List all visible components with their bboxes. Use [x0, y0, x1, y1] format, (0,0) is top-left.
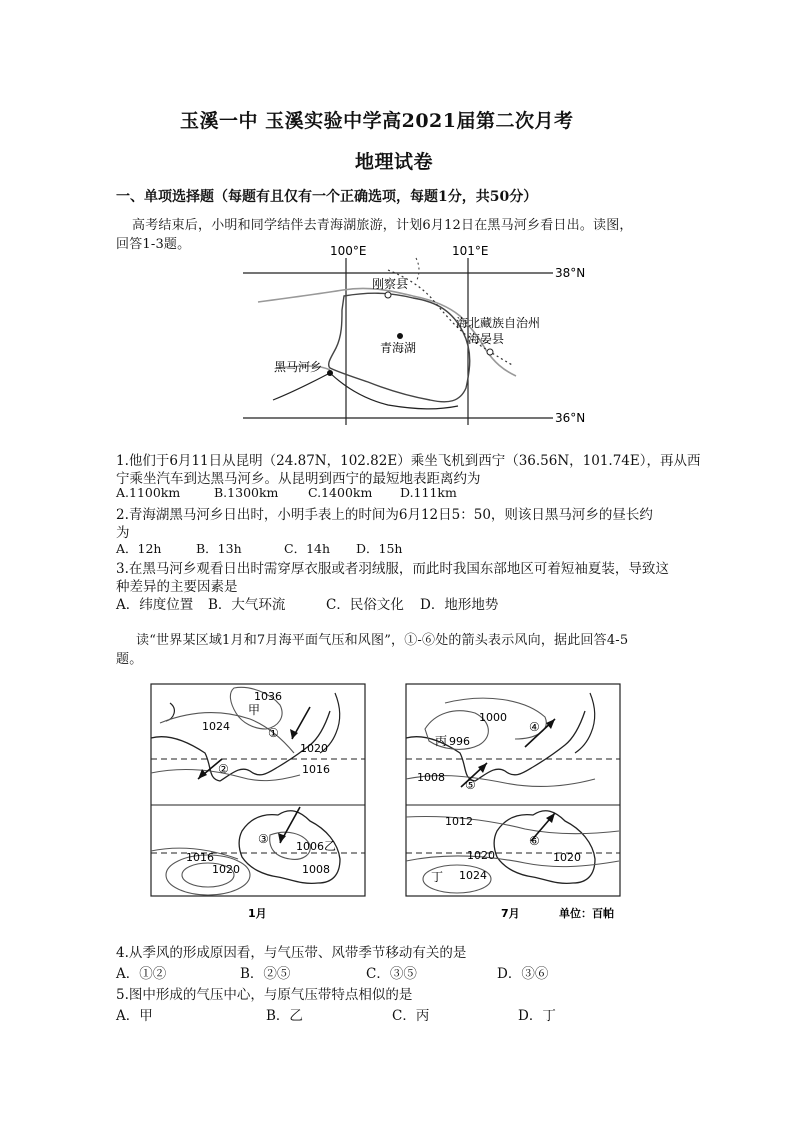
q3-option-d: D．地形地势: [420, 597, 499, 613]
q5-option-c: C．丙: [392, 1008, 430, 1024]
jul-label-1012: 1012: [445, 815, 473, 828]
jul-arrow-label-6: ⑥: [529, 834, 540, 848]
q3-option-b: B．大气环流: [208, 597, 286, 613]
jul-label-1020: 1020: [467, 849, 495, 862]
jul-label-996: 996: [449, 735, 470, 748]
q2-option-d: D．15h: [356, 541, 403, 556]
intro2-line2: 题。: [116, 652, 143, 667]
q5-line: 5.图中形成的气压中心，与原气压带特点相似的是: [116, 987, 413, 1003]
q3-option-a: A．纬度位置: [116, 597, 194, 613]
q2-option-b: B．13h: [196, 541, 242, 556]
gangcha-marker: [385, 292, 391, 298]
q1-option-b: B.1300km: [214, 485, 279, 500]
jul-center-bing: 丙: [435, 734, 448, 748]
q4-option-d: D．③⑥: [497, 966, 549, 982]
jan-label-1024: 1024: [202, 720, 230, 733]
road-south: [273, 373, 458, 409]
q4-option-c: C．③⑤: [366, 966, 417, 982]
q1-option-c: C.1400km: [308, 485, 373, 500]
q4-line: 4.从季风的形成原因看，与气压带、风带季节移动有关的是: [116, 945, 467, 961]
intro1-line1: 高考结束后，小明和同学结伴去青海湖旅游，计划6月12日在黑马河乡看日出。读图，: [132, 218, 633, 233]
jan-label-1020-south: 1020: [212, 863, 240, 876]
q3-option-c: C．民俗文化: [326, 597, 404, 613]
jul-arrow-label-4: ④: [529, 720, 540, 734]
jul-label-1024: 1024: [459, 869, 487, 882]
jan-arrow-label-2: ②: [218, 762, 229, 776]
boundary-line: [416, 258, 419, 282]
july-pressure-map: [405, 683, 627, 923]
q1-line1: 1.他们于6月11日从昆明（24.87N，102.82E）乘坐飞机到西宁（36.56N，101.74E），再从西: [116, 453, 701, 469]
heimahe-label: 黑马河乡: [274, 360, 323, 374]
jan-label-1006: 1006: [296, 840, 324, 853]
q3-line2: 种差异的主要因素是: [116, 579, 238, 595]
q3-line1: 3.在黑马河乡观看日出时需穿厚衣服或者羽绒服，而此时我国东部地区可着短袖夏装，导致这: [116, 561, 669, 577]
haiyan-marker: [487, 349, 493, 355]
lake-label: 青海湖: [380, 341, 417, 355]
jul-label-1008: 1008: [417, 771, 445, 784]
q5-option-a: A．甲: [116, 1008, 153, 1024]
jul-arrow-label-5: ⑤: [465, 778, 476, 792]
lon-101-label: 101°E: [452, 244, 489, 258]
q1-line2: 宁乘坐汽车到达黑马河乡。从昆明到西宁的最短地表距离约为: [116, 471, 481, 487]
q2-option-c: C．14h: [284, 541, 331, 556]
jul-center-ding: 丁: [431, 870, 444, 884]
q2-line2: 为: [116, 525, 130, 541]
lat-36-label: 36°N: [555, 411, 586, 425]
q1-option-d: D.111km: [400, 485, 457, 500]
jan-caption: 1月: [248, 907, 267, 920]
heimahe-marker: [327, 370, 333, 376]
q5-option-b: B．乙: [266, 1008, 303, 1024]
january-pressure-map: [150, 683, 366, 923]
jan-label-1016: 1016: [302, 763, 330, 776]
jul-unit-label: 单位：百帕: [559, 907, 614, 920]
intro1-line2: 回答1-3题。: [116, 237, 191, 252]
lake-center-marker: [397, 333, 403, 339]
jan-label-1036: 1036: [254, 690, 282, 703]
qinghai-lake-map: [238, 240, 588, 430]
jul-label-1020-east: 1020: [553, 851, 581, 864]
section-heading: 一、单项选择题（每题有且仅有一个正确选项，每题1分，共50分）: [116, 189, 538, 205]
haiyan-label: 海晏县: [468, 332, 505, 346]
q4-option-b: B．②⑤: [240, 966, 291, 982]
q5-option-d: D．丁: [518, 1008, 556, 1024]
jul-label-1000: 1000: [479, 711, 507, 724]
jan-arrow-label-1: ①: [268, 726, 279, 740]
haibei-label: 海北藏族自治州: [456, 316, 541, 330]
jan-arrow-label-3: ③: [258, 832, 269, 846]
jan-center-jia: 甲: [248, 703, 261, 717]
gangcha-label: 刚察县: [372, 277, 409, 291]
jan-label-1008: 1008: [302, 863, 330, 876]
jan-label-1020: 1020: [300, 742, 328, 755]
jan-center-yi: 乙: [324, 839, 337, 853]
q4-option-a: A．①②: [116, 966, 167, 982]
q2-line1: 2.青海湖黑马河乡日出时，小明手表上的时间为6月12日5：50，则该日黑马河乡的昼长约: [116, 507, 653, 523]
exam-title: 玉溪一中 玉溪实验中学高2021届第二次月考: [180, 110, 574, 132]
intro2-line1: 读“世界某区域1月和7月海平面气压和风图”，①-⑥处的箭头表示风向，据此回答4-5: [136, 633, 629, 648]
exam-subtitle: 地理试卷: [355, 151, 434, 173]
q1-option-a: A.1100km: [116, 485, 181, 500]
lat-38-label: 38°N: [555, 266, 586, 280]
lon-100-label: 100°E: [330, 244, 367, 258]
q2-option-a: A．12h: [116, 541, 162, 556]
jan-label-1016-south: 1016: [186, 851, 214, 864]
jul-caption: 7月: [501, 907, 520, 920]
